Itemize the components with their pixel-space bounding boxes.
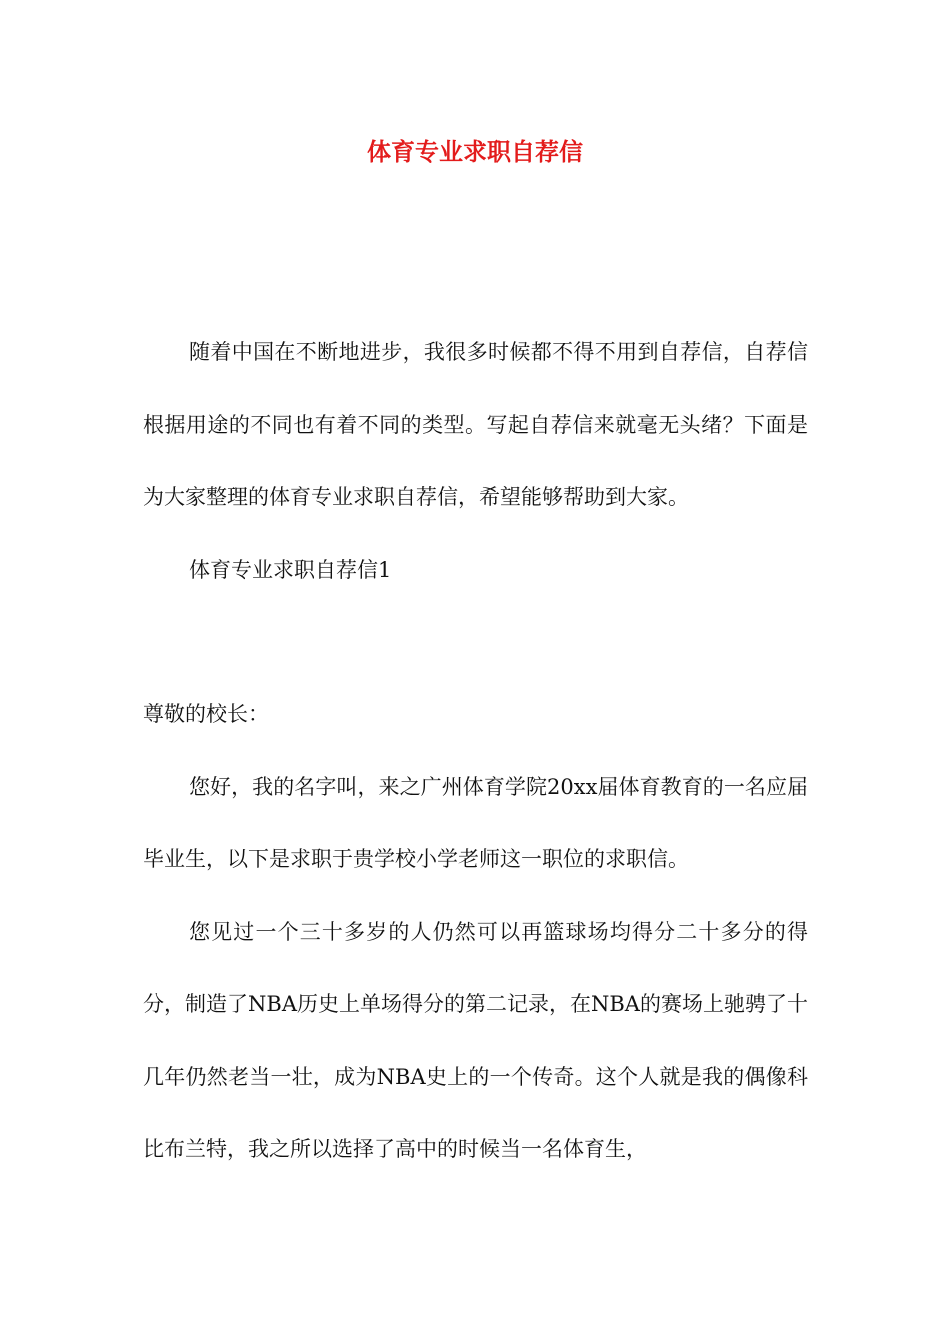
intro-paragraph: 随着中国在不断地进步，我很多时候都不得不用到自荐信，自荐信根据用途的不同也有着不同的类型。写起自荐信来就毫无头绪？下面是为大家整理的体育专业求职自荐信，希望能够帮助到大家。	[143, 340, 808, 509]
salutation: 尊敬的校长：	[143, 702, 269, 726]
body-paragraph-1: 您好，我的名字叫，来之广州体育学院20xx届体育教育的一名应届毕业生，以下是求职于贵学校小学老师这一职位的求职信。	[143, 774, 808, 871]
body-paragraph-2: 您见过一个三十多岁的人仍然可以再篮球场均得分二十多分的得分，制造了NBA历史上单场得分的第二记录，在NBA的赛场上驰骋了十几年仍然老当一壮，成为NBA史上的一个传奇。这个人就是我的偶像科比布兰特，我之所以选择了高中的时候当一名体育生，	[143, 919, 808, 1161]
section-heading: 体育专业求职自荐信1	[189, 557, 392, 582]
document-title: 体育专业求职自荐信	[367, 138, 583, 166]
document-body	[143, 316, 808, 1186]
blank-line	[143, 606, 808, 678]
